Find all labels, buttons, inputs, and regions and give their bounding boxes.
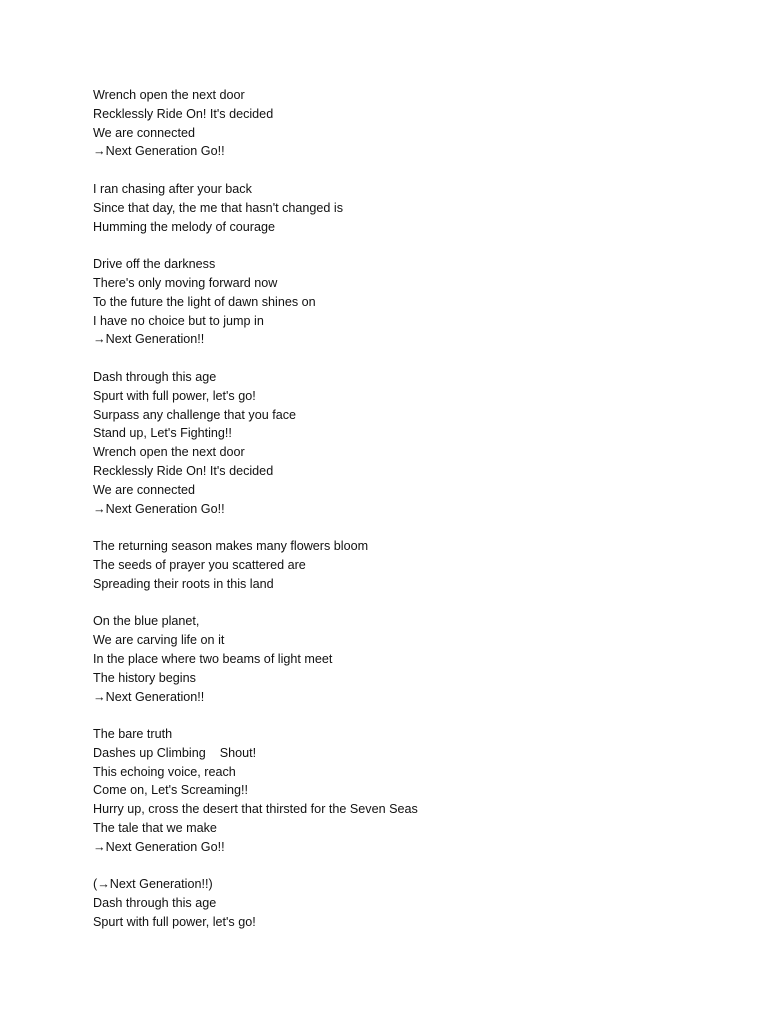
lyric-line: Recklessly Ride On! It's decided bbox=[93, 106, 274, 121]
lyric-line: Humming the melody of courage bbox=[93, 219, 276, 234]
lyric-line: Stand up, Let's Fighting!! bbox=[93, 426, 232, 441]
blank-line bbox=[93, 594, 418, 613]
lyric-line: I have no choice but to jump in bbox=[93, 313, 264, 328]
lyric-line: →Next Generation!! bbox=[93, 332, 205, 347]
lyric-line: Since that day, the me that hasn't changed is bbox=[93, 200, 344, 215]
blank-line bbox=[93, 161, 418, 180]
lyric-line: On the blue planet, bbox=[93, 614, 200, 629]
lyric-line: The history begins bbox=[93, 670, 196, 685]
lyric-line: Dashes up Climbing Shout! bbox=[93, 745, 257, 760]
lyric-line: →Next Generation Go!! bbox=[93, 839, 225, 854]
lyric-line: We are connected bbox=[93, 482, 195, 497]
blank-line bbox=[93, 518, 418, 537]
lyric-line: Spurt with full power, let's go! bbox=[93, 915, 256, 930]
lyric-line: To the future the light of dawn shines on bbox=[93, 294, 316, 309]
lyric-line: Wrench open the next door bbox=[93, 445, 245, 460]
lyric-line: Dash through this age bbox=[93, 896, 217, 911]
lyric-line: Spreading their roots in this land bbox=[93, 576, 274, 591]
lyric-line: Hurry up, cross the desert that thirsted for the Seven Seas bbox=[93, 802, 418, 817]
lyric-line: I ran chasing after your back bbox=[93, 181, 252, 196]
lyric-line: The seeds of prayer you scattered are bbox=[93, 557, 306, 572]
lyric-line: The tale that we make bbox=[93, 821, 217, 836]
lyric-line: Drive off the darkness bbox=[93, 257, 216, 272]
lyric-line: We are connected bbox=[93, 125, 195, 140]
lyric-line: There's only moving forward now bbox=[93, 275, 278, 290]
lyric-line: Come on, Let's Screaming!! bbox=[93, 783, 248, 798]
blank-line bbox=[93, 349, 418, 368]
lyric-line: Recklessly Ride On! It's decided bbox=[93, 463, 274, 478]
lyric-line: →Next Generation Go!! bbox=[93, 144, 225, 159]
lyric-line: Spurt with full power, let's go! bbox=[93, 388, 256, 403]
lyric-line: In the place where two beams of light meet bbox=[93, 651, 333, 666]
lyric-line: (→Next Generation!!) bbox=[93, 877, 213, 892]
lyric-line: This echoing voice, reach bbox=[93, 764, 236, 779]
lyric-line: We are carving life on it bbox=[93, 633, 225, 648]
blank-line bbox=[93, 236, 418, 255]
lyric-line: The returning season makes many flowers bloom bbox=[93, 539, 369, 554]
lyric-line: Dash through this age bbox=[93, 369, 217, 384]
lyric-line: Surpass any challenge that you face bbox=[93, 407, 297, 422]
lyric-line: →Next Generation Go!! bbox=[93, 501, 225, 516]
blank-line bbox=[93, 857, 418, 876]
lyric-line: The bare truth bbox=[93, 727, 173, 742]
lyrics-text bbox=[93, 86, 418, 932]
lyric-line: →Next Generation!! bbox=[93, 689, 205, 704]
blank-line bbox=[93, 706, 418, 725]
lyric-line: Wrench open the next door bbox=[93, 88, 245, 102]
